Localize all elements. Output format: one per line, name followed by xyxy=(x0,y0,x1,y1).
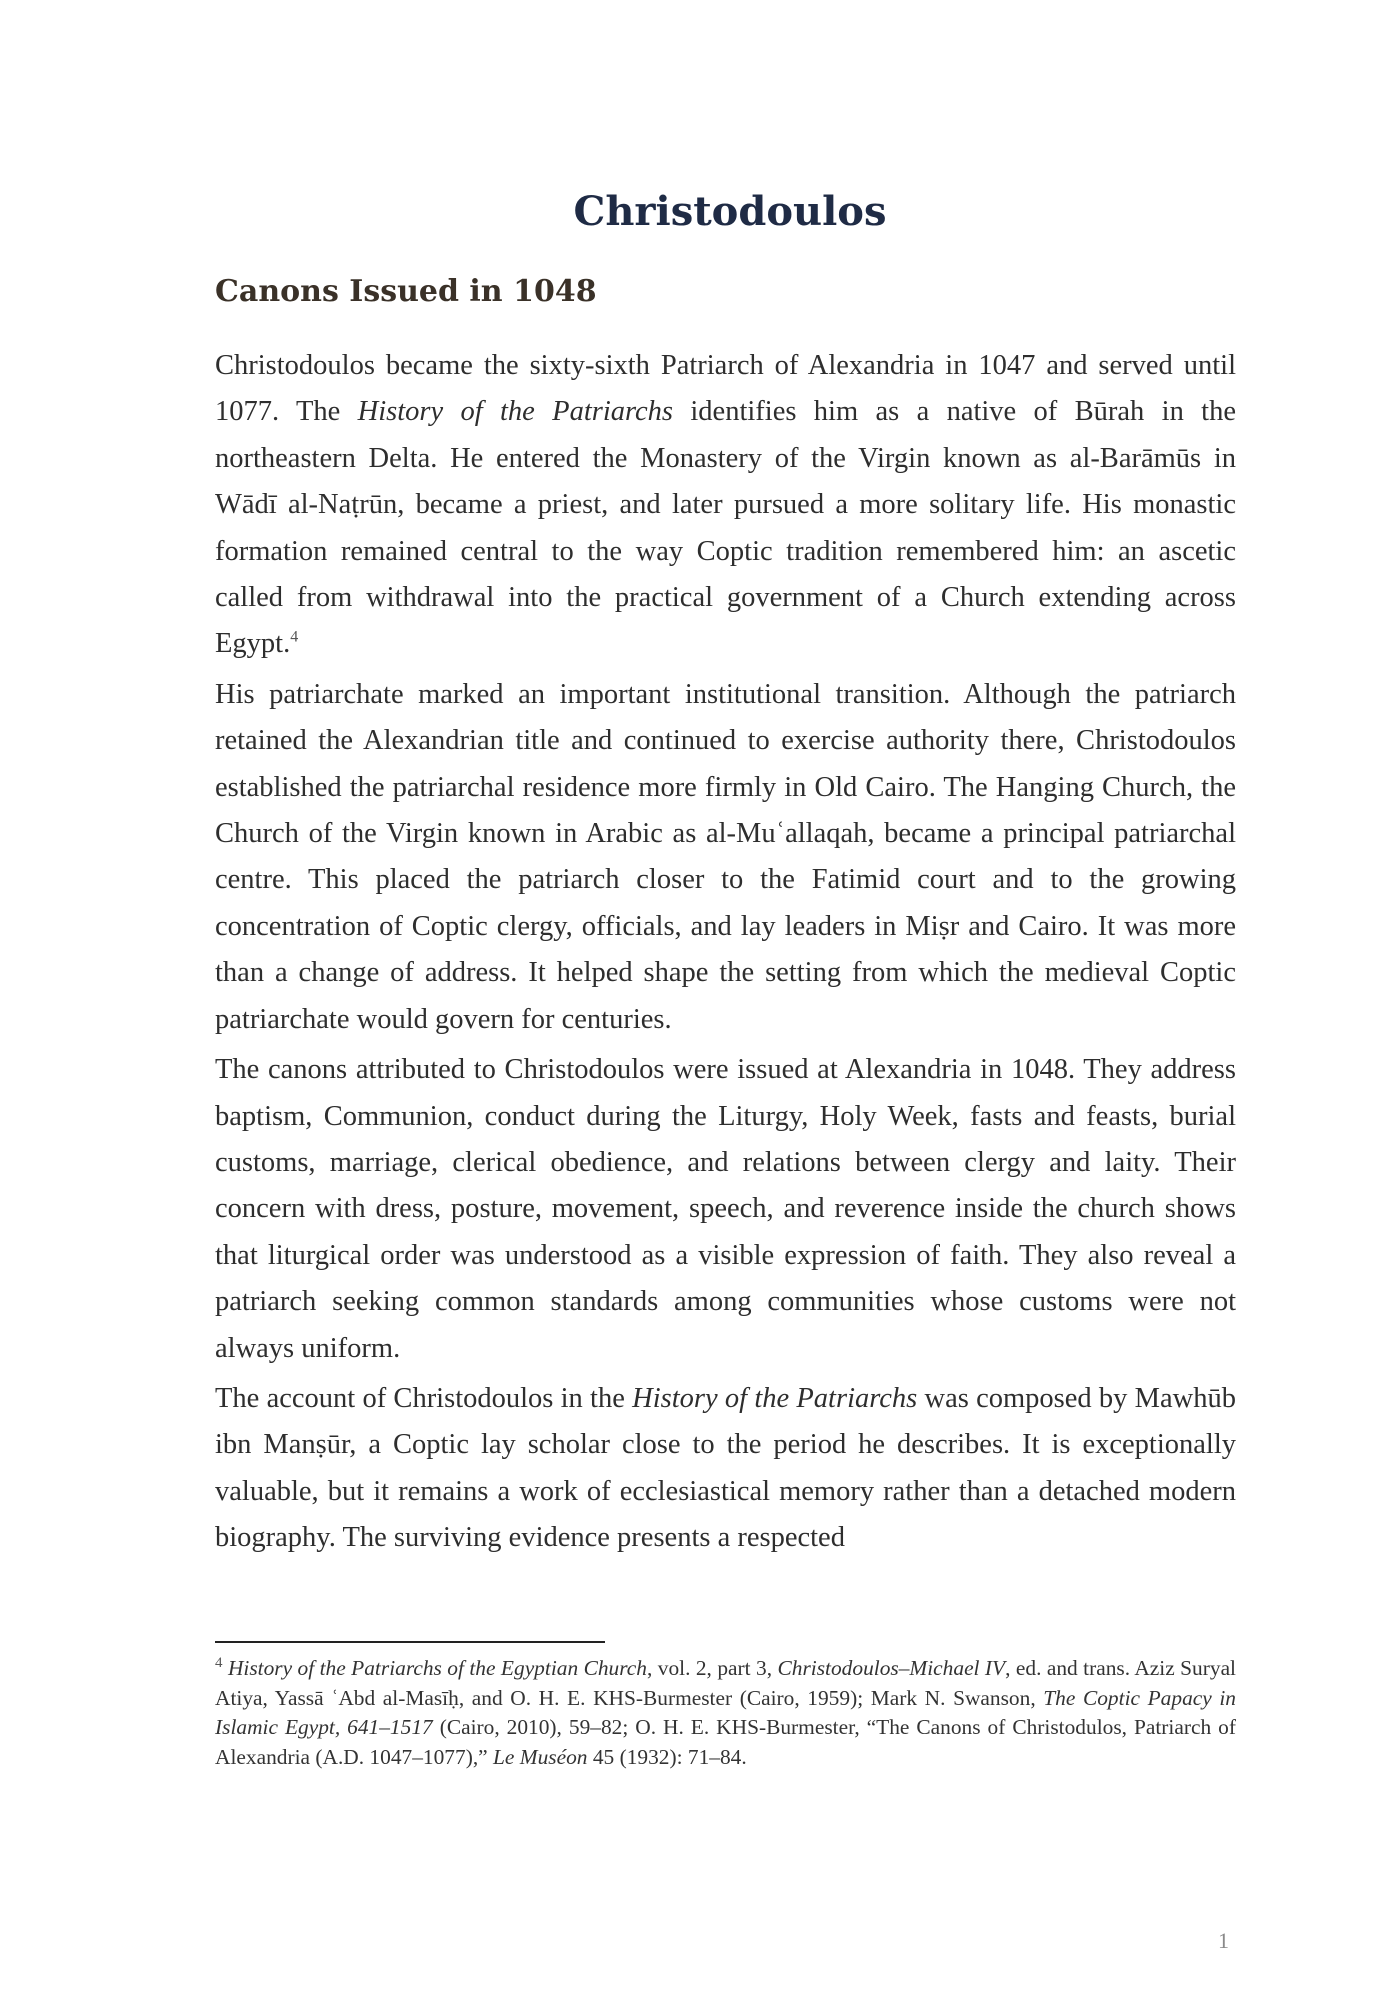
footnote-italic-4: Le Muséon xyxy=(493,1744,588,1769)
page-number: 1 xyxy=(1218,1928,1229,1953)
work-title-italic: History of the Patriarchs xyxy=(357,396,674,428)
footnote-text-4: 45 (1932): 71–84. xyxy=(587,1744,747,1769)
paragraph-2: His patriarchate marked an important institutional transition. Although the patriarch retained the Alexandrian title and continued to exercise authority there, Christodoulos established the patriarchal residence more firmly in Old Cairo. The Hanging Church, the Church of the Virgin known in Arabic as al-Muʿallaqah, became a principal patriarchal centre. This placed the patriarch closer to the Fatimid court and to the growing concentration of Coptic clergy, officials, and lay leaders in Miṣr and Cairo. It was more than a change of address. It helped shape the setting from which the medieval Coptic patriarchate would govern for centuries. xyxy=(215,678,1236,1035)
footnote-italic-1: History of the Patriarchs of the Egyptian Church xyxy=(227,1656,647,1680)
work-title-italic: History of the Patriarchs xyxy=(632,1382,918,1414)
footnote-italic-3: The Coptic Papacy in Islamic Egypt, 641–1517 xyxy=(215,1685,1236,1739)
paragraph-4-text-end: was composed by Mawhūb ibn Manṣūr, a Coptic lay scholar close to the period he describes. It is exceptionally valuable, but it remains a work of ecclesiastical memory rather than a detached modern biography. The surviving evidence presents a respected xyxy=(215,1382,1236,1554)
paragraph-4-text-start: The account of Christodoulos in the xyxy=(215,1382,633,1414)
footnote-reference[interactable]: 4 xyxy=(290,628,299,646)
footnote-text-1: , vol. 2, part 3, xyxy=(646,1656,778,1680)
body-text xyxy=(215,343,1236,1566)
footnote-text-2: , ed. and trans. Aziz Suryal Atiya, Yassā ʿAbd al-Masīḥ, and O. H. E. KHS-Burmester (Cairo, 1959); Mark N. Swanson, xyxy=(215,1656,1237,1710)
footnote-marker: 4 xyxy=(215,1654,223,1671)
paragraph-1 xyxy=(215,343,1236,668)
footnote-divider xyxy=(215,1641,605,1643)
footnote xyxy=(215,1654,1236,1772)
paragraph-4 xyxy=(215,1376,1236,1562)
paragraph-3: The canons attributed to Christodoulos were issued at Alexandria in 1048. They address baptism, Communion, conduct during the Liturgy, Holy Week, fasts and feasts, burial customs, marriage, clerical obedience, and relations between clergy and laity. Their concern with dress, posture, movement, speech, and reverence inside the church shows that liturgical order was understood as a visible expression of faith. They also reveal a patriarch seeking common standards among communities whose customs were not always uniform. xyxy=(215,1054,1236,1364)
footnote-text-3: (Cairo, 2010), 59–82; O. H. E. KHS-Burmester, “The Canons of Christodulos, Patriarch of Alexandria (A.D. 1047–1077),” xyxy=(215,1715,1236,1769)
paragraph-1-text-end: identifies him as a native of Būrah in the northeastern Delta. He entered the Monastery of the Virgin known as al-Barāmūs in Wādī al-Naṭrūn, became a priest, and later pursued a more solitary life. His monastic formation remained central to the way Coptic tradition remembered him: an ascetic called from withdrawal into the practical government of a Church extending across Egypt. xyxy=(215,396,1236,660)
page-title: Christodoulos xyxy=(573,188,887,235)
paragraph-1-text-start: Christodoulos became the sixty-sixth Patriarch of Alexandria in 1047 and served until 1077. The xyxy=(215,350,1236,428)
footnote-italic-2: Christodoulos–Michael IV xyxy=(777,1656,1006,1680)
section-heading: Canons Issued in 1048 xyxy=(215,274,597,309)
